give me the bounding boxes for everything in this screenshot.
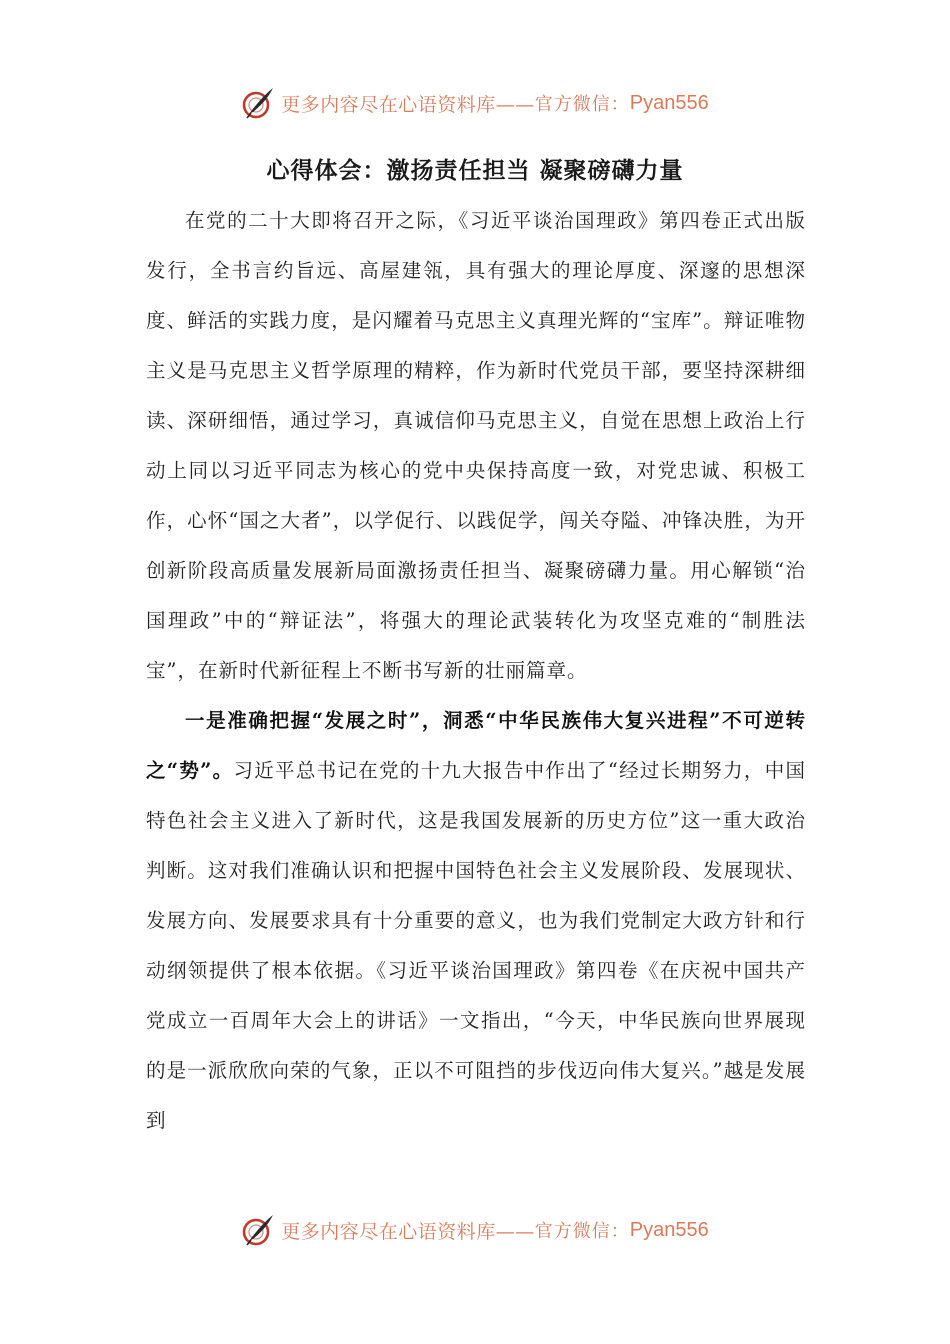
paragraph-intro [146, 196, 806, 696]
paragraph-text: 在党的二十大即将召开之际，《习近平谈治国理政》第四卷正式出版发行，全书言约旨远、高屋建瓴，具有强大的理论厚度、深邃的思想深度、鲜活的实践力度，是闪耀着马克思主义真理光辉的“宝库”。辩证唯物主义是马克思主义哲学原理的精粹，作为新时代党员干部，要坚持深耕细读、深研细悟，通过学习，真诚信仰马克思主义，自觉在思想上政治上行动上同以习近平同志为核心的党中央保持高度一致，对党忠诚、积极工作，心怀“国之大者”，以学促行、以践促学，闯关夺隘、冲锋决胜，为开创新阶段高质量发展新局面激扬责任担当、凝聚磅礴力量。用心解锁“治国理政”中的“辩证法”，将强大的理论武装转化为攻坚克难的“制胜法宝”，在新时代新征程上不断书写新的壮丽篇章。 [146, 209, 806, 682]
paragraph-text: 习近平总书记在党的十九大报告中作出了“经过长期努力，中国特色社会主义进入了新时代，这是我国发展新的历史方位”这一重大政治判断。这对我们准确认识和把握中国特色社会主义发展阶段、发展现状、发展方向、发展要求具有十分重要的意义，也为我们党制定大政方针和行动纲领提供了根本依据。《习近平谈治国理政》第四卷《在庆祝中国共产党成立一百周年大会上的讲话》一文指出，“今天，中华民族向世界展现的是一派欣欣向荣的气象，正以不可阻挡的步伐迈向伟大复兴。”越是发展到 [146, 759, 806, 1132]
footer-banner [0, 1212, 950, 1248]
page-title: 心得体会：激扬责任担当 凝聚磅礴力量 [266, 157, 684, 184]
paragraph-lead: 一是准确把握“发展之时”，洞悉“中华民族伟大复兴进程”不可逆转之“势”。 [146, 709, 806, 782]
banner-account-id: Pyan556 [629, 1218, 709, 1241]
banner-label-text: 官方微信： [534, 94, 630, 115]
banner-main-text: 更多内容尽在心语资料库—— [281, 1220, 535, 1243]
paragraph-point-one [146, 696, 806, 1146]
article-body [146, 196, 806, 1146]
banner-main-text: 更多内容尽在心语资料库—— [281, 93, 535, 116]
banner-label-text: 官方微信： [534, 1221, 630, 1242]
quill-pen-logo-icon [241, 86, 275, 120]
banner-account-id: Pyan556 [629, 91, 709, 114]
quill-pen-logo-icon [241, 1213, 275, 1247]
header-banner [0, 85, 950, 121]
